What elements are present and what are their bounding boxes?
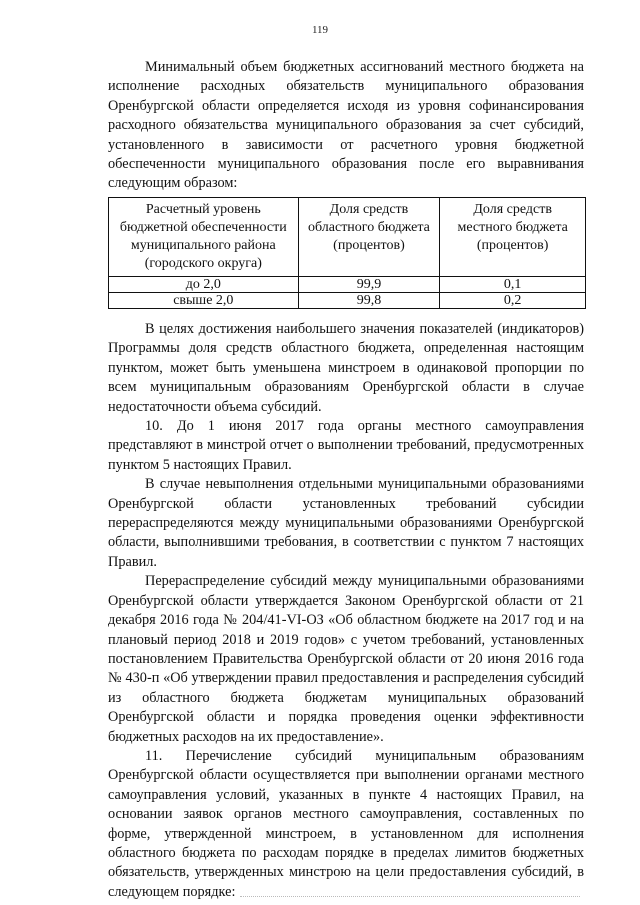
body-paragraph: 10. До 1 июня 2017 года органы местного самоуправления представляют в минстрой отчет о выполнении требований, предусмотренных пунктом 5 настоящих Правил. <box>108 418 584 473</box>
body-paragraph: 11. Перечисление субсидий муниципальным образованиям Оренбургской области осуществляется при выполнении органами местного самоуправления условий, указанных в пункте 4 настоящих Правил, на основании заявок органов местного самоуправления, составленных по форме, утвержденной минстроем, в установленном для исполнения областного бюджета по расходам порядке в пределах лимитов бюджетных обязательств, утвержденных минстрою на цели предоставления субсидий, в следующем порядке: <box>108 747 584 900</box>
table-cell: 0,1 <box>440 277 586 293</box>
page-number: 119 <box>311 24 329 36</box>
table-row <box>109 293 586 309</box>
table-header-cell: Расчетный уровень бюджетной обеспеченности муниципального района (городского округа) <box>109 198 299 277</box>
table-cell: до 2,0 <box>109 277 299 293</box>
table-cell: свыше 2,0 <box>109 293 299 309</box>
body-paragraph: В целях достижения наибольшего значения показателей (индикаторов) Программы доля средств областного бюджета, определенная настоящим пунктом, может быть уменьшена минстроем в одинаковой пропорции по всем муниципальным образованиям Оренбургской области в случае недостаточности объема субсидий. <box>108 321 584 415</box>
intro-paragraph: Минимальный объем бюджетных ассигнований местного бюджета на исполнение расходных обязательств муниципального образования Оренбургской области определяется исходя из уровня софинансирования расходного обязательства муниципального образования за счет субсидий, установленного в зависимости от расчетного уровня бюджетной обеспеченности муниципального образования после его выравнивания следующим образом: <box>108 59 584 192</box>
intro-text-block <box>108 58 584 194</box>
table-cell: 0,2 <box>440 293 586 309</box>
table-cell: 99,9 <box>298 277 440 293</box>
scan-footer-artifact <box>240 896 580 900</box>
body-paragraph: Перераспределение субсидий между муниципальными образованиями Оренбургской области утверждается Законом Оренбургской области от 21 декабря 2016 года № 204/41-VI-ОЗ «Об областном бюджете на 2017 год и на плановый период 2018 и 2019 годов» с учетом требований, установленных постановлением Правительства Оренбургской области от 20 июня 2016 года № 430-п «Об утверждении правил предоставления и распределения субсидий из областного бюджета бюджетам муниципальных образований Оренбургской области и порядка проведения оценки эффективности бюджетных расходов на их предоставление». <box>108 573 584 745</box>
table-header-cell: Доля средств областного бюджета (процентов) <box>298 198 440 277</box>
table-header-cell: Доля средств местного бюджета (процентов) <box>440 198 586 277</box>
table-cell: 99,8 <box>298 293 440 309</box>
table-row <box>109 277 586 293</box>
table-header-row <box>109 198 586 277</box>
body-text-block <box>108 320 584 902</box>
cofinancing-table <box>108 197 586 309</box>
body-paragraph: В случае невыполнения отдельными муниципальными образованиями Оренбургской области установленных требований субсидии перераспределяются между муниципальными образованиями Оренбургской области, выполнившими требования, в соответствии с пунктом 7 настоящих Правил. <box>108 476 584 570</box>
